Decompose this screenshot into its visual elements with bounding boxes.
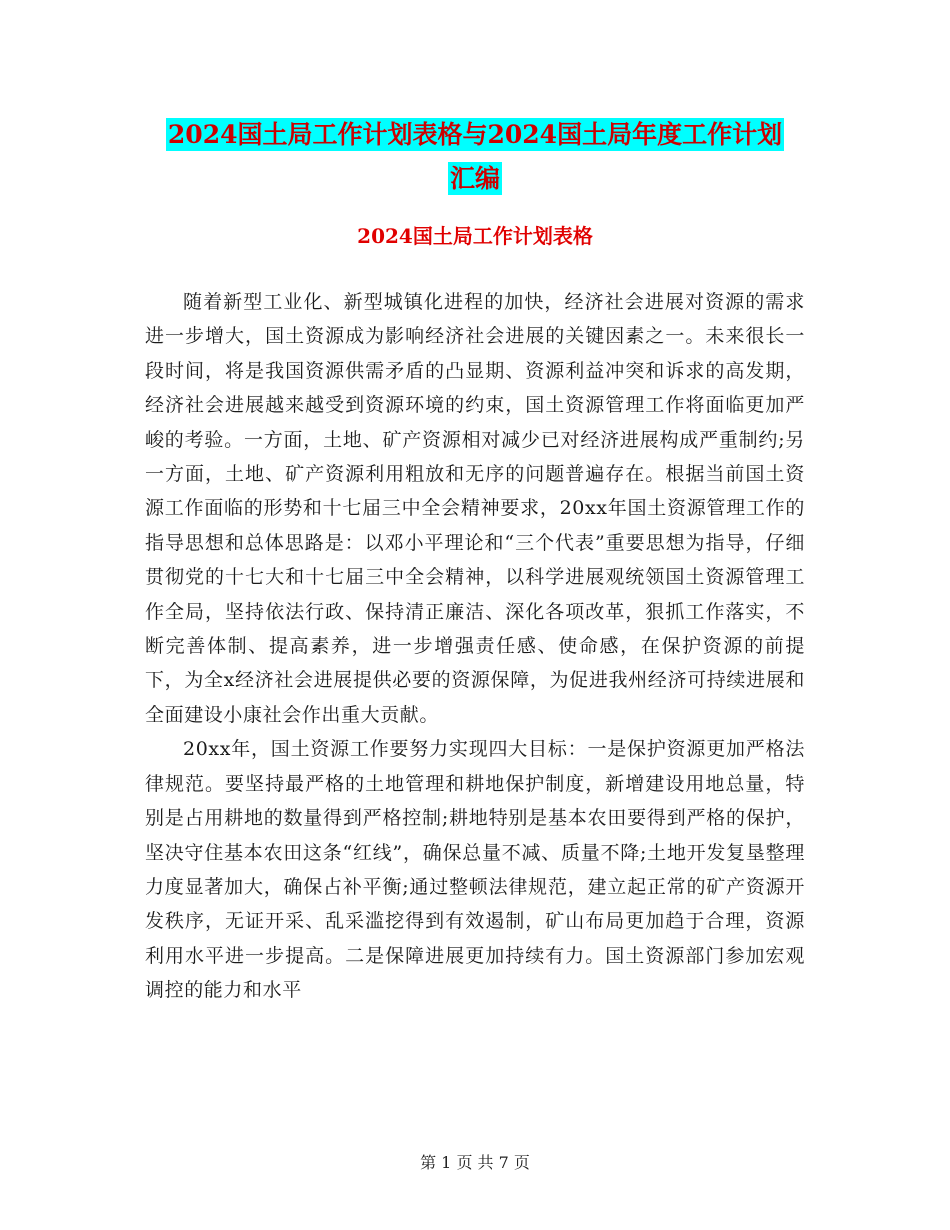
document-title-line1: 2024国土局工作计划表格与2024国土局年度工作计划	[167, 120, 783, 149]
document-title-line2: 汇编	[449, 164, 500, 193]
paragraph-2: 20xx年，国土资源工作要努力实现四大目标：一是保护资源更加严格法律规范。要坚持最严格的土地管理和耕地保护制度，新增建设用地总量，特别是占用耕地的数量得到严格控制;耕地特别是基本农田要得到严格的保护，坚决守住基本农田这条“红线”，确保总量不减、质量不降;土地开发复垦整理力度显著加大，确保占补平衡;通过整顿法律规范，建立起正常的矿产资源开发秩序，无证开采、乱采滥挖得到有效遏制，矿山布局更加趋于合理，资源利用水平进一步提高。二是保障进展更加持续有力。国土资源部门参加宏观调控的能力和水平	[145, 738, 805, 1002]
document-body	[145, 285, 805, 1008]
paragraph-1: 随着新型工业化、新型城镇化进程的加快，经济社会进展对资源的需求进一步增大，国土资源成为影响经济社会进展的关键因素之一。未来很长一段时间，将是我国资源供需矛盾的凸显期、资源利益冲突和诉求的高发期，经济社会进展越来越受到资源环境的约束，国土资源管理工作将面临更加严峻的考验。一方面，土地、矿产资源相对减少已对经济进展构成严重制约;另一方面，土地、矿产资源利用粗放和无序的问题普遍存在。根据当前国土资源工作面临的形势和十七届三中全会精神要求，20xx年国土资源管理工作的指导思想和总体思路是：以邓小平理论和“三个代表”重要思想为指导，仔细贯彻党的十七大和十七届三中全会精神，以科学进展观统领国土资源管理工作全局，坚持依法行政、保持清正廉洁、深化各项改革，狠抓工作落实，不断完善体制、提高素养，进一步增强责任感、使命感，在保护资源的前提下，为全x经济社会进展提供必要的资源保障，为促进我州经济可持续进展和全面建设小康社会作出重大贡献。	[145, 291, 805, 726]
page-footer: 第 1 页 共 7 页	[420, 1153, 530, 1172]
document-title	[0, 113, 950, 201]
section-title: 2024国土局工作计划表格	[357, 224, 593, 248]
